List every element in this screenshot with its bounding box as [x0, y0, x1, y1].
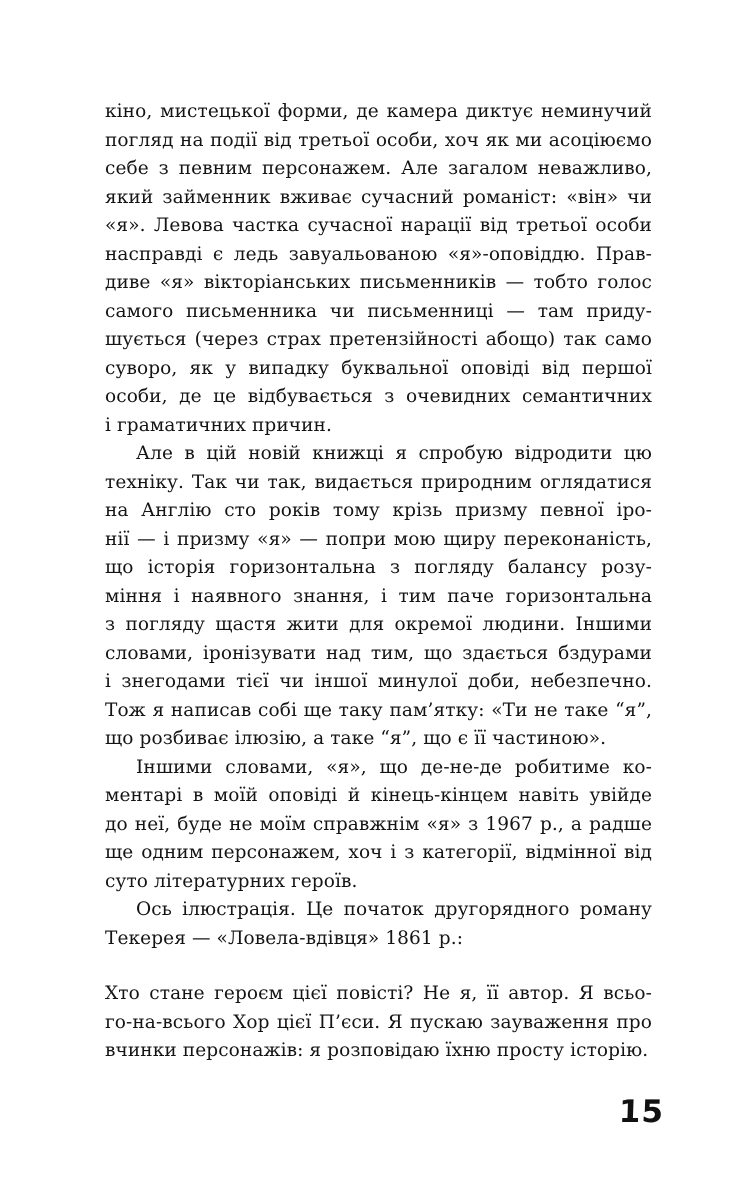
text-line: «я». Левова частка сучасної нарації від третьої особи: [105, 215, 652, 236]
text-line: Хто стане героєм цієї повісті? Не я, її автор. Я всьо-: [105, 983, 652, 1004]
text-line: до неї, буде не моїм справжнім «я» з 1967 р., а радше: [105, 813, 652, 835]
paragraph: [105, 440, 652, 754]
text-line: Але в цій новій книжці я спробую відродити цю: [136, 443, 652, 464]
text-line: самого письменника чи письменниці — там приду-: [105, 300, 652, 322]
text-line: що розбиває ілюзію, а таке “я”, що є її частиною».: [105, 728, 607, 749]
text-line: насправді є ледь завуальованою «я»-оповіддю. Прав-: [105, 243, 652, 265]
text-line: Іншими словами, «я», що де-не-де робитиме ко-: [136, 756, 652, 778]
paragraph: [105, 754, 652, 897]
text-line: суто літературних героїв.: [105, 870, 358, 892]
text-line: ще одним персонажем, хоч і з категорії, відмінної від: [105, 842, 652, 863]
text-line: суворо, як у випадку буквальної оповіді від першої: [105, 357, 652, 379]
text-line: себе з певним персонажем. Але загалом неважливо,: [105, 158, 652, 179]
text-line: Ось ілюстрація. Це початок другорядного роману: [136, 899, 652, 920]
text-line: вчинки персонажів: я розповідаю їхню просту історію.: [105, 1040, 649, 1061]
text-line: кіно, мистецької форми, де камера диктує неминучий: [105, 101, 652, 122]
text-line: і знегодами тієї чи іншої минулої доби, небезпечно.: [105, 671, 652, 692]
text-line: Тож я написав собі ще таку пам’ятку: «Ти не таке “я”,: [105, 699, 652, 721]
text-line: особи, де це відбувається з очевидних семантичних: [105, 386, 652, 407]
text-line: техніку. Так чи так, видається природним оглядатися: [105, 471, 652, 493]
paragraph: [105, 98, 652, 440]
text-line: з погляду щастя жити для окремої людини. Іншими: [105, 614, 652, 635]
text-line: шується (через страх претензійності абощо) так само: [105, 329, 652, 350]
paragraph: [105, 980, 652, 1066]
text-line: Текерея — «Ловела-вдівця» 1861 р.:: [105, 927, 464, 949]
text-line: погляд на події від третьої особи, хоч як ми асоціюємо: [105, 129, 652, 151]
text-line: словами, іронізувати над тим, що здається бздурами: [105, 642, 652, 664]
text-line: нії — і призму «я» — попри мою щиру переконаність,: [105, 528, 652, 550]
text-line: що історія горизонтальна з погляду балансу розу-: [105, 557, 652, 578]
text-line: диве «я» вікторіанських письменників — тобто голос: [105, 272, 652, 293]
paragraph: [105, 896, 652, 953]
page-number: 15: [618, 1094, 665, 1130]
text-line: ментарі в моїй оповіді й кінець-кінцем навіть увійде: [105, 785, 652, 806]
text-block: [105, 98, 652, 1066]
text-line: міння і наявного знання, і тим паче горизонтальна: [105, 585, 652, 607]
text-line: на Англію сто років тому крізь призму певної іро-: [105, 500, 652, 521]
text-line: і граматичних причин.: [105, 414, 332, 436]
text-line: го-на-всього Хор цієї П’єси. Я пускаю зауваження про: [105, 1011, 652, 1033]
text-line: який займенник вживає сучасний романіст: «він» чи: [105, 186, 652, 208]
